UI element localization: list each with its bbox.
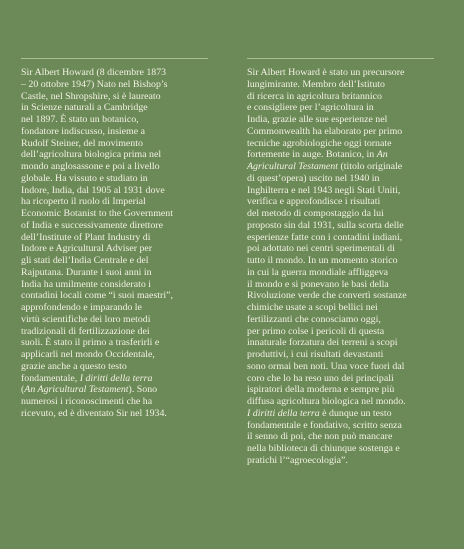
text-line [21,161,217,173]
text-line [247,267,447,279]
text-line [21,173,217,185]
text-segment: innaturale forzatura dei terreni a scopi [247,337,398,349]
text-segment: verifica e approfondisce i risultati [247,196,381,208]
text-line [21,302,217,314]
text-line [247,67,447,79]
text-segment: in cui la guerra mondiale affliggeva [247,266,389,278]
text-line [21,149,217,161]
text-line [21,267,217,279]
text-segment: esperienze fatte con i contadini indiani, [247,231,403,243]
text-segment: dell’agricoltura biologica prima nel [21,149,162,161]
text-line [247,185,447,197]
text-segment: ispiratori della moderna e sempre più [247,384,395,396]
text-line [247,196,447,208]
text-segment: Indore, India, dal 1905 al 1931 dove [21,184,165,196]
text-segment: approfondendo e imparando le [21,302,142,313]
text-segment: Inghilterra e nel 1943 negli Stati Uniti, [247,184,401,196]
text-segment: diffusa agricoltura biologica nel mondo. [247,396,406,407]
text-line [247,337,447,349]
text-segment: coro che lo ha reso uno dei principali [247,372,394,384]
text-line [247,173,447,185]
text-line [247,91,447,103]
text-segment: (titolo originale [337,161,403,172]
text-line [247,243,447,255]
text-segment: suoli. È stato il primo a trasferirli e [21,337,160,349]
text-segment: fondamentale e fondativo, scritto senza [247,419,402,431]
text-line [21,361,217,373]
text-segment: sono ormai ben noti. Una voce fuori dal [247,360,405,372]
text-line [247,349,447,361]
text-segment: tutto il mondo. In un momento storico [247,255,398,266]
text-line [247,420,447,432]
text-line [21,91,217,103]
right-column-divider [247,58,434,59]
text-line [247,431,447,443]
text-line [21,314,217,326]
text-segment: mondo anglosassone e poi a livello [21,161,160,172]
text-line [247,455,447,467]
text-segment: ). Sono [128,384,158,396]
text-segment: – 20 ottobre 1947) Nato nel Bishop’s [21,78,168,90]
book-title-text: I diritti della terra [247,407,320,419]
text-segment: globale. Ha vissuto e studiato in [21,172,148,184]
text-line [21,373,217,385]
text-segment: gli stati dell’India Centrale e del [21,255,149,266]
text-segment: il mondo e si ponevano le basi della [247,278,389,290]
text-line [21,196,217,208]
text-line [21,384,217,396]
text-segment: tradizionali di fertilizzazione dei [21,325,150,337]
text-segment: di quest’opera) uscito nel 1940 in [247,172,380,184]
text-segment: fondamentale, [21,372,80,384]
text-line [21,232,217,244]
text-segment: il senno di poi, che non può mancare [247,431,393,443]
text-line [247,408,447,420]
text-segment: fortemente in auge. Botanico, in [247,149,377,161]
text-segment: India, grazie alle sue esperienze nel [247,114,388,125]
text-segment: di ricerca in agricoltura britannico [247,90,382,102]
text-line [247,102,447,114]
text-segment: in Scienze naturali a Cambridge [21,102,148,114]
text-line [247,384,447,396]
text-segment: Economic Botanist to the Government [21,208,173,219]
text-segment: del metodo di compostaggio da lui [247,208,384,219]
text-line [21,326,217,338]
text-line [247,373,447,385]
text-line [21,349,217,361]
text-segment: proposto sin dal 1931, sulla scorta delle [247,219,404,231]
text-line [247,220,447,232]
text-segment: lungimirante. Membro dell’Istituto [247,78,385,90]
text-line [21,114,217,126]
text-segment: e consigliere per l’agricoltura in [247,102,374,114]
text-line [21,138,217,150]
text-segment: Rivoluzione verde che convertì sostanze [247,290,407,302]
text-segment: poi adottato nei centri sperimentali di [247,243,395,255]
text-line [247,326,447,338]
text-segment: Sir Albert Howard è stato un precursore [247,67,405,78]
text-line [247,138,447,150]
text-line [21,337,217,349]
text-line [247,290,447,302]
text-segment: ( [21,384,25,396]
text-segment: Sir Albert Howard (8 dicembre 1873 [21,67,167,78]
text-line [247,232,447,244]
text-segment: Rudolf Steiner, del movimento [21,137,143,149]
text-segment: nel 1897. È stato un botanico, [21,114,139,125]
text-line [21,185,217,197]
text-segment: Castle, nel Shropshire, si è laureato [21,90,161,102]
text-segment: Commonwealth ha elaborato per primo [247,125,403,137]
text-segment: grazie anche a questo testo [21,360,127,372]
text-line [21,279,217,291]
text-line [247,149,447,161]
text-line [247,396,447,408]
text-segment: chimiche usate a scopi bellici nei [247,302,378,313]
text-segment: fondatore indiscusso, insieme a [21,125,145,137]
text-line [21,243,217,255]
text-line [21,396,217,408]
text-line [247,361,447,373]
text-line [247,279,447,291]
text-line [247,126,447,138]
text-segment: contadini locali come “i suoi maestri”, [21,290,173,302]
text-line [21,126,217,138]
text-line [21,102,217,114]
text-segment: tecniche agrobiologiche oggi tornate [247,137,392,149]
book-description-column [247,67,447,467]
text-line [21,408,217,420]
text-line [247,255,447,267]
text-line [21,290,217,302]
author-biography-column [21,67,217,420]
left-column-divider [21,58,208,59]
text-segment: dell’Institute of Plant Industry di [21,231,151,243]
book-title-text: An Agricultural Testament [24,384,129,396]
text-line [21,79,217,91]
text-line [21,220,217,232]
text-segment: ha ricoperto il ruolo di Imperial [21,196,146,208]
text-line [247,443,447,455]
text-line [21,255,217,267]
text-line [247,208,447,220]
book-title-text: Agricultural Testament [247,161,338,172]
text-segment: per primo colse i pericoli di questa [247,325,385,337]
text-line [21,67,217,79]
text-segment: Indore e Agricultural Adviser per [21,243,153,255]
text-segment: of India e successivamente direttore [21,219,164,231]
text-line [247,114,447,126]
text-segment: India ha umilmente considerato i [21,278,151,290]
text-segment: ricevuto, ed è diventato Sir nel 1934. [21,407,167,419]
text-line [21,208,217,220]
text-segment: applicarli nel mondo Occidentale, [21,349,155,360]
text-segment: Rajputana. Durante i suoi anni in [21,266,152,278]
text-segment: virtù scientifiche dei loro metodi [21,313,151,325]
text-line [247,314,447,326]
text-segment: produttivi, i cui risultati devastanti [247,349,384,360]
text-segment: numerosi i riconoscimenti che ha [21,396,153,407]
text-line [247,79,447,91]
text-line [247,302,447,314]
text-line [247,161,447,173]
text-segment: fertilizzanti che conosciamo oggi, [247,313,381,325]
book-title-text: I diritti della terra [79,372,153,384]
text-segment: nella biblioteca di chiunque sostenga e [247,443,400,454]
text-segment: è dunque un testo [319,407,392,419]
text-segment: pratichi l’“agroecologia”. [247,454,348,466]
book-title-text: An [376,149,388,161]
